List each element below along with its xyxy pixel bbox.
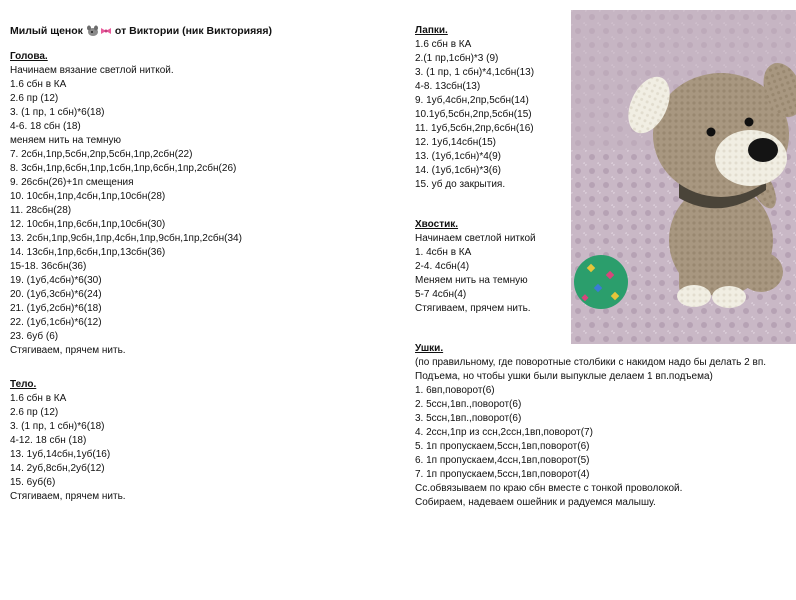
section-heading: Хвостик. xyxy=(415,219,459,230)
pattern-line: 4. 2ссн,1пр из ссн,2ссн,1вп,поворот(7) xyxy=(415,427,593,438)
pattern-line: 1.6 сбн в КА xyxy=(10,79,67,90)
pattern-note: (по правильному, где поворотные столбики с накидом надо бы делать 2 вп. Подъема, но чтобы ушки были выпуклые делаем 1 вп.подъема) xyxy=(415,357,767,382)
pattern-line: 15-18. 36сбн(36) xyxy=(10,261,87,272)
pattern-line: Стягиваем, прячем нить. xyxy=(10,345,126,356)
pattern-line: 13. 1уб,14сбн,1уб(16) xyxy=(10,449,111,460)
pattern-line: меняем нить на темную xyxy=(10,135,122,146)
crochet-puppy-image xyxy=(571,10,796,344)
pattern-line: 12. 1уб,14сбн(15) xyxy=(415,137,497,148)
pattern-line: 15. уб до закрытия. xyxy=(415,179,506,190)
pattern-line: 5. 1п пропускаем,5ссн,1вп,поворот(6) xyxy=(415,441,590,452)
pattern-line: 4-12. 18 сбн (18) xyxy=(10,435,87,446)
pattern-line: Стягиваем, прячем нить. xyxy=(10,491,126,502)
pattern-line: 9. 1уб,4сбн,2пр,5сбн(14) xyxy=(415,95,529,106)
pattern-line: 3. (1 пр, 1 сбн)*6(18) xyxy=(10,421,105,432)
bow-emoji-icon xyxy=(101,28,111,34)
pattern-line: 6. 1п пропускаем,4ссн,1вп,поворот(5) xyxy=(415,455,590,466)
pattern-line: 10.1уб,5сбн,2пр,5сбн(15) xyxy=(415,109,532,120)
pattern-line: 15. 6уб(6) xyxy=(10,477,56,488)
pattern-line: 19. (1уб,4сбн)*6(30) xyxy=(10,275,102,286)
pattern-line: 5-7 4сбн(4) xyxy=(415,289,467,300)
pattern-line: 7. 2сбн,1пр,5сбн,2пр,5сбн,1пр,2сбн(22) xyxy=(10,149,193,160)
section-heading: Голова. xyxy=(10,51,48,62)
puppy-photo xyxy=(571,10,796,344)
section-body xyxy=(10,378,400,504)
pattern-line: 14. 2уб,8сбн,2уб(12) xyxy=(10,463,105,474)
pattern-line: 2.(1 пр,1сбн)*3 (9) xyxy=(415,53,499,64)
pattern-line: 9. 26сбн(26)+1п смещения xyxy=(10,177,134,188)
pattern-line: 2. 5ссн,1вп.,поворот(6) xyxy=(415,399,522,410)
pattern-line: Сс.обвязываем по краю сбн вместе с тонкой проволокой. xyxy=(415,483,683,494)
title-end: от Виктории (ник Викторияяя) xyxy=(114,25,273,37)
pattern-line: 3. (1 пр, 1 сбн)*4,1сбн(13) xyxy=(415,67,535,78)
pattern-line: 2-4. 4сбн(4) xyxy=(415,261,470,272)
puppy-bow-emoji-icon xyxy=(85,25,113,37)
pattern-line: 1. 6вп,поворот(6) xyxy=(415,385,495,396)
pattern-line: 1. 4сбн в КА xyxy=(415,247,472,258)
pattern-line: Начинаем вязание светлой ниткой. xyxy=(10,65,174,76)
pattern-line: 21. (1уб,2сбн)*6(18) xyxy=(10,303,102,314)
pattern-line: 2.6 пр (12) xyxy=(10,407,59,418)
pattern-line: 14. (1уб,1сбн)*3(6) xyxy=(415,165,502,176)
pattern-line: 12. 10сбн,1пр,6сбн,1пр,10сбн(30) xyxy=(10,219,166,230)
pattern-line: Меняем нить на темную xyxy=(415,275,528,286)
pattern-line: 20. (1уб,3сбн)*6(24) xyxy=(10,289,102,300)
section-ears xyxy=(415,342,785,510)
pattern-line: 4-8. 13сбн(13) xyxy=(415,81,481,92)
pattern-line: Собираем, надеваем ошейник и радуемся малышу. xyxy=(415,497,656,508)
pattern-line: 3. (1 пр, 1 сбн)*6(18) xyxy=(10,107,105,118)
section-heading: Лапки. xyxy=(415,25,448,36)
section-heading: Тело. xyxy=(10,379,37,390)
pattern-line: 3. 5ссн,1вп.,поворот(6) xyxy=(415,413,522,424)
pattern-line: 14. 13сбн,1пр,6сбн,1пр,13сбн(36) xyxy=(10,247,166,258)
title-start: Милый щенок xyxy=(10,25,83,37)
pattern-line: Начинаем светлой ниткой xyxy=(415,233,536,244)
section-head xyxy=(10,50,400,358)
pattern-line: 1.6 сбн в КА xyxy=(10,393,67,404)
left-column xyxy=(10,24,400,516)
puppy-emoji-icon xyxy=(85,25,113,37)
pattern-line: 1.6 сбн в КА xyxy=(415,39,472,50)
pattern-line: 11. 1уб,5сбн,2пр,6сбн(16) xyxy=(415,123,534,134)
pattern-line: 7. 1п пропускаем,5ссн,1вп,поворот(4) xyxy=(415,469,590,480)
pattern-line: 2.6 пр (12) xyxy=(10,93,59,104)
pattern-line: 4-6. 18 сбн (18) xyxy=(10,121,81,132)
pattern-line: 11. 28сбн(28) xyxy=(10,205,72,216)
pattern-line: 23. 6уб (6) xyxy=(10,331,59,342)
pattern-line: 10. 10сбн,1пр,4сбн,1пр,10сбн(28) xyxy=(10,191,166,202)
pattern-line: 22. (1уб,1сбн)*6(12) xyxy=(10,317,102,328)
document-title xyxy=(10,24,400,38)
pattern-line: Стягиваем, прячем нить. xyxy=(415,303,531,314)
section-heading: Ушки. xyxy=(415,343,444,354)
pattern-line: 8. 3сбн,1пр,6сбн,1пр,1сбн,1пр,6сбн,1пр,2сбн(26) xyxy=(10,163,237,174)
pattern-line: 13. 2сбн,1пр,9сбн,1пр,4сбн,1пр,9сбн,1пр,2сбн(34) xyxy=(10,233,242,244)
pattern-line: 13. (1уб,1сбн)*4(9) xyxy=(415,151,502,162)
